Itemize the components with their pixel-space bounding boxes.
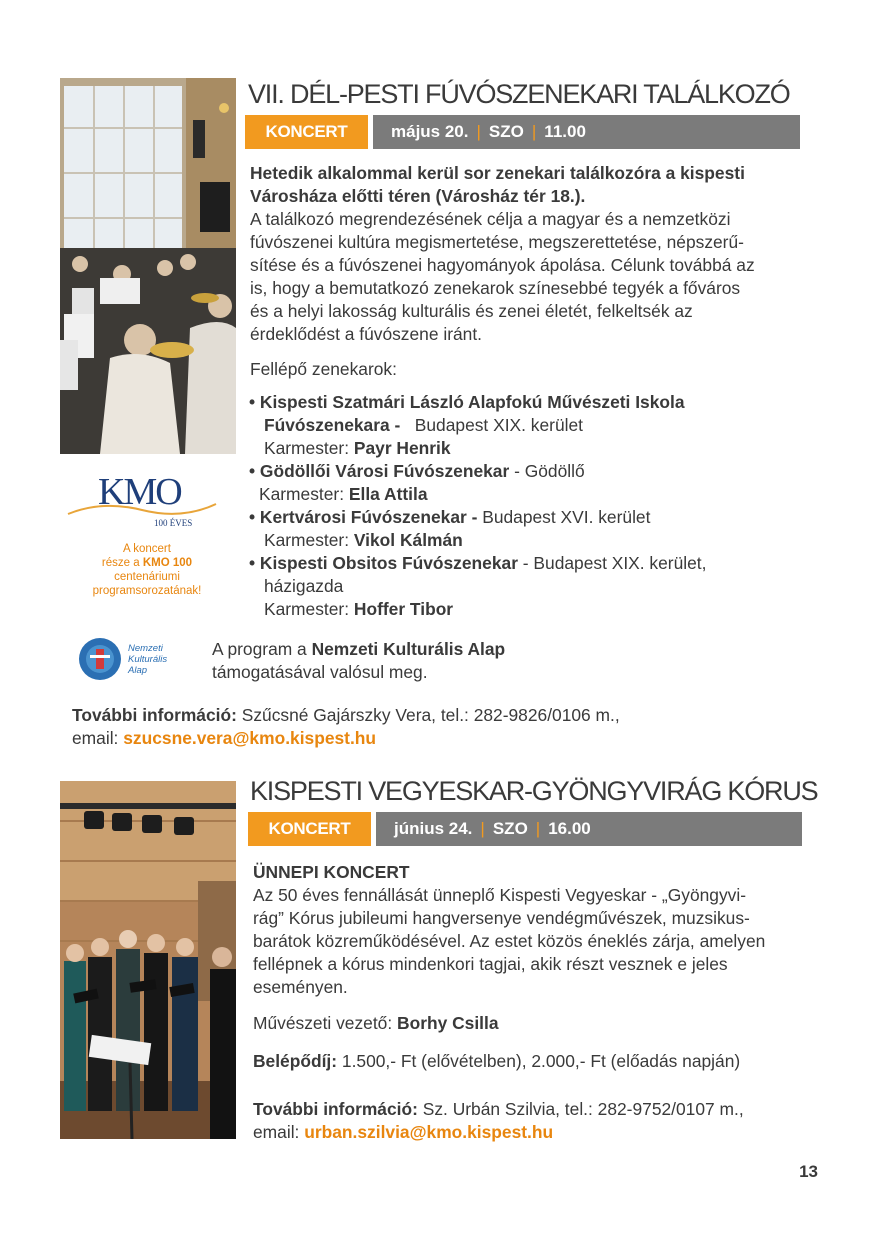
event1-info-text: Szűcsné Gajárszky Vera, tel.: 282-9826/0106 m., <box>236 705 620 725</box>
event2-time: 16.00 <box>548 819 591 838</box>
event1-email-label: email: <box>72 728 124 748</box>
event2-info-label: További információ: <box>253 1099 418 1119</box>
event2-director <box>253 1012 499 1035</box>
band1-name-2: Fúvószenekara - <box>264 415 401 435</box>
support-line-1 <box>212 638 712 661</box>
kmo-caption-line: A koncert <box>123 543 171 555</box>
performers-heading: Fellépő zenekarok: <box>250 359 397 379</box>
event1-info-band <box>245 115 800 149</box>
nka-logo-text <box>128 643 167 676</box>
event2-body-line: Az 50 éves fennállását ünneplő Kispesti Vegyeskar - „Gyöngyvi- <box>253 885 747 905</box>
brass-band-photo <box>60 78 236 454</box>
event2-email-link[interactable]: urban.szilvia@kmo.kispest.hu <box>304 1122 554 1142</box>
support-pre: A program a <box>212 639 312 659</box>
kmo-caption-pre: része a <box>101 557 143 569</box>
event1-type-tag: KONCERT <box>245 115 368 149</box>
nka-logo <box>78 635 188 685</box>
event2-body-line: barátok közreműködésével. Az estet közös éneklés zárja, amelyen <box>253 931 766 951</box>
band4-conductor-label: Karmester: <box>264 599 350 619</box>
band1-place: Budapest XIX. kerület <box>414 415 583 435</box>
event2-email-line <box>253 1121 813 1144</box>
event1-email-line <box>72 727 772 750</box>
event2-body-line: eseményen. <box>253 977 348 997</box>
separator: | <box>535 819 541 838</box>
support-bold: Nemzeti Kulturális Alap <box>311 639 506 659</box>
separator: | <box>531 122 537 141</box>
event2-type-tag: KONCERT <box>248 812 371 846</box>
support-text <box>212 638 712 684</box>
event2-email-label: email: <box>253 1122 305 1142</box>
event1-info-line <box>72 704 772 727</box>
band3-conductor: Vikol Kálmán <box>353 530 463 550</box>
event1-body-line: és a helyi lakosság kulturális és zenei életét, felkeltsék az <box>250 301 693 321</box>
event2-fee <box>253 1050 740 1073</box>
band1-name-1: • Kispesti Szatmári László Alapfokú Művészeti Iskola <box>249 392 685 412</box>
band3-conductor-line <box>249 529 809 552</box>
band2-conductor-label: Karmester: <box>259 484 345 504</box>
band4-place: - Budapest XIX. kerület, <box>517 553 707 573</box>
nka-line: Kulturális <box>128 654 168 665</box>
band3-place: Budapest XVI. kerület <box>477 507 651 527</box>
nka-line: Alap <box>128 665 148 676</box>
choir-photo <box>60 781 236 1139</box>
event2-fee-label: Belépődíj: <box>253 1051 338 1071</box>
event1-info-label: További információ: <box>72 705 237 725</box>
band2-place: - Gödöllő <box>509 461 585 481</box>
band1-conductor-line <box>249 437 809 460</box>
event2-title: KISPESTI VEGYESKAR-GYÖNGYVIRÁG KÓRUS <box>250 776 818 806</box>
event1-body-line: is, hogy a bemutatkozó zenekarok színesebbé tegyék a főváros <box>250 278 741 298</box>
kmo-caption <box>62 542 232 598</box>
event1-intro-1: Hetedik alkalommal kerül sor zenekari találkozóra a kispesti <box>250 163 745 183</box>
event1-day: SZO <box>488 122 524 141</box>
band1-conductor-label: Karmester: <box>264 438 350 458</box>
band3-name: • Kertvárosi Fúvószenekar - <box>249 507 478 527</box>
event2-date: június 24. <box>394 819 473 838</box>
kmo-logo-years: 100 ÉVES <box>154 518 193 528</box>
event1-description <box>250 162 810 346</box>
band2-line <box>249 460 809 483</box>
event2-contact <box>253 1098 813 1144</box>
event2-fee-text: 1.500,- Ft (elővételben), 2.000,- Ft (előadás napján) <box>337 1051 741 1071</box>
support-line-2: támogatásával valósul meg. <box>212 662 428 682</box>
separator: | <box>476 122 481 141</box>
band1-conductor: Payr Henrik <box>353 438 451 458</box>
event1-contact <box>72 704 772 750</box>
event2-subtitle: ÜNNEPI KONCERT <box>253 862 410 882</box>
kmo-100-logo <box>62 470 222 530</box>
event1-body-line: fúvószenei kultúra megismertetése, megszerettetése, népszerű- <box>250 232 744 252</box>
event1-title: VII. DÉL-PESTI FÚVÓSZENEKARI TALÁLKOZÓ <box>248 79 790 109</box>
band3-line <box>249 506 809 529</box>
event1-body-line: érdeklődést a fúvószene iránt. <box>250 324 483 344</box>
page-number: 13 <box>799 1162 818 1181</box>
event1-datetime <box>373 115 800 149</box>
kmo-caption-line <box>62 556 232 570</box>
band2-conductor: Ella Attila <box>348 484 428 504</box>
event1-time: 11.00 <box>544 122 586 141</box>
band4-line <box>249 552 809 575</box>
event2-info-text: Sz. Urbán Szilvia, tel.: 282-9752/0107 m., <box>417 1099 744 1119</box>
event1-body-line: sítése és a fúvószenei hagyományok ápolása. Célunk továbbá az <box>250 255 755 275</box>
nka-line: Nemzeti <box>128 643 163 654</box>
event1-body-line: A találkozó megrendezésének célja a magyar és a nemzetközi <box>250 209 731 229</box>
event2-director-label: Művészeti vezető: <box>253 1013 398 1033</box>
event1-email-link[interactable]: szucsne.vera@kmo.kispest.hu <box>123 728 377 748</box>
band2-conductor-line <box>249 483 809 506</box>
band2-name: • Gödöllői Városi Fúvószenekar <box>249 461 510 481</box>
event2-description <box>253 861 813 999</box>
kmo-caption-bold: KMO 100 <box>142 557 193 569</box>
event2-body-line: rág” Kórus jubileumi hangversenye vendégművészek, muzsikus- <box>253 908 750 928</box>
event2-fee-line <box>253 1050 740 1073</box>
event2-info-line <box>253 1098 813 1121</box>
band4-conductor: Hoffer Tibor <box>353 599 454 619</box>
band4-place-2: házigazda <box>264 576 344 596</box>
event2-info-band <box>248 812 802 846</box>
event2-director-name: Borhy Csilla <box>397 1013 499 1033</box>
event1-intro-2: Városháza előtti téren (Városház tér 18.). <box>250 186 586 206</box>
band4-conductor-line <box>249 598 809 621</box>
event1-date: május 20. <box>391 122 469 141</box>
kmo-caption-line: programsorozatának! <box>92 585 202 597</box>
event2-director-line <box>253 1012 499 1035</box>
kmo-logo-mark: KMO <box>98 471 181 513</box>
kmo-caption-line: centenáriumi <box>114 571 180 583</box>
band4-name: • Kispesti Obsitos Fúvószenekar <box>249 553 518 573</box>
event2-datetime <box>376 812 802 846</box>
separator: | <box>480 819 485 838</box>
performers-list <box>249 391 809 621</box>
band1-line-2 <box>249 414 809 437</box>
event2-body-line: fellépnek a kórus mindenkori tagjai, akik részt vesznek e jeles <box>253 954 728 974</box>
event2-day: SZO <box>492 819 528 838</box>
band3-conductor-label: Karmester: <box>264 530 350 550</box>
